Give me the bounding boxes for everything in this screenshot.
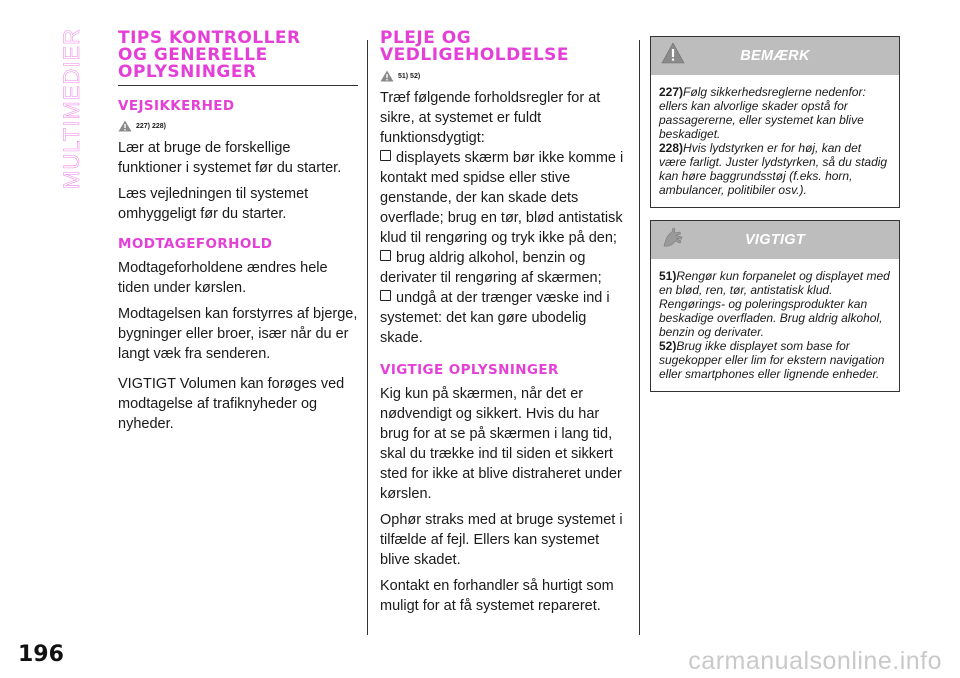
refs-text: 227) 228): [136, 122, 166, 130]
main-title-line: OPLYSNINGER: [118, 62, 257, 82]
paragraph: Kontakt en forhandler så hurtigt som muligt for at få systemet repareret.: [380, 578, 614, 614]
notice-item: [659, 85, 891, 141]
notice-box-vigtigt: [650, 220, 900, 392]
list-item: [380, 248, 632, 288]
column-3: [650, 36, 900, 404]
warning-refs: [118, 120, 358, 132]
warning-icon: [118, 120, 132, 132]
checkbox-bullet-icon: [380, 250, 391, 261]
notice-title: BEMÆRK: [740, 48, 810, 64]
paragraph: Læs vejledningen til systemet omhyggeligt før du starter.: [118, 186, 309, 222]
care-title-line: VEDLIGEHOLDELSE: [380, 45, 570, 65]
paragraph: Ophør straks med at bruge systemet i tilfælde af fejl. Ellers kan systemet blive skadet.: [380, 512, 623, 568]
warning-refs: [380, 70, 632, 82]
notice-header: [651, 221, 899, 259]
notice-body: [651, 259, 899, 391]
checkbox-bullet-icon: [380, 290, 391, 301]
watermark: carmanualsonline.info: [688, 647, 942, 675]
refs-text: 51) 52): [398, 72, 421, 80]
paragraph: Træf følgende forholdsregler for at sikre, at systemet er fuldt funktionsdygtigt:: [380, 90, 601, 146]
list-item: [380, 148, 632, 248]
paragraph: Lær at bruge de forskellige funktioner i systemet før du starter.: [118, 140, 342, 176]
hand-warning-icon: [661, 226, 685, 248]
care-title: [380, 30, 632, 64]
notice-item: [659, 269, 891, 339]
notice-item-number: 51): [659, 269, 677, 283]
column-divider: [367, 40, 368, 635]
notice-item: [659, 339, 891, 381]
notice-item-text: Følg sikkerhedsreglerne nedenfor: ellers kan alvorlige skader opstå for passagererne, eller systemet kan blive beskadiget.: [659, 85, 866, 141]
section-side-tab-label: MULTIMEDIER: [59, 28, 84, 189]
care-title-line: PLEJE OG: [380, 28, 472, 48]
notice-item-number: 228): [659, 141, 684, 155]
page-number: 196: [18, 642, 64, 667]
column-2: [380, 30, 632, 622]
notice-item-number: 227): [659, 85, 684, 99]
column-divider: [639, 40, 640, 635]
heading-modtageforhold: MODTAGEFORHOLD: [118, 236, 273, 252]
main-title-line: OG GENERELLE: [118, 45, 268, 65]
main-title: [118, 30, 358, 86]
column-1: [118, 30, 358, 440]
checkbox-bullet-icon: [380, 150, 391, 161]
heading-vigtige-oplysninger: VIGTIGE OPLYSNINGER: [380, 362, 559, 378]
notice-box-bemaerk: [650, 36, 900, 208]
paragraph: Modtagelsen kan forstyrres af bjerge, bygninger eller broer, især når du er langt væk fra senderen.: [118, 306, 358, 362]
list-item-text: displayets skærm bør ikke komme i kontakt med spidse eller stive genstande, der kan skade dets overflade; brug en tør, blød antistatisk klud til rengøring og tryk ikke på den;: [380, 150, 624, 246]
notice-item-text: Hvis lydstyrken er for høj, kan det være farligt. Juster lydstyrken, så du stadig kan høre baggrundsstøj (f.eks. horn, ambulancer, politibiler osv.).: [659, 141, 888, 197]
heading-vejsikkerhed: VEJSIKKERHED: [118, 98, 235, 114]
notice-item: [659, 141, 891, 197]
notice-item-text: Rengør kun forpanelet og displayet med en blød, ren, tør, antistatisk klud. Rengørings- og poleringsprodukter kan beskadige overfladen. Brug aldrig alkohol, benzin og derivater.: [659, 269, 890, 339]
notice-item-text: Brug ikke displayet som base for sugekopper eller lim for ekstern navigation eller smartphones eller lignende enheder.: [659, 339, 885, 381]
notice-item-number: 52): [659, 339, 677, 353]
notice-title: VIGTIGT: [744, 232, 806, 248]
paragraph: Kig kun på skærmen, når det er nødvendigt og sikkert. Hvis du har brug for at se på skærmen i lang tid, skal du trække ind til siden et sikkert sted for ikke at blive distraheret under kørslen.: [380, 386, 622, 502]
section-side-tab: [59, 28, 84, 189]
warning-icon: [380, 70, 394, 82]
paragraph: VIGTIGT Volumen kan forøges ved modtagelse af trafiknyheder og nyheder.: [118, 376, 345, 432]
warning-triangle-icon: [661, 42, 685, 64]
notice-body: [651, 75, 899, 207]
list-item-text: brug aldrig alkohol, benzin og derivater til rengøring af skærmen;: [380, 250, 602, 286]
list-item-text: undgå at der trænger væske ind i systemet: det kan gøre ubodelig skade.: [380, 290, 610, 346]
main-title-line: TIPS KONTROLLER: [118, 28, 301, 48]
list-item: [380, 288, 632, 348]
paragraph: Modtageforholdene ændres hele tiden under kørslen.: [118, 260, 328, 296]
notice-header: [651, 37, 899, 75]
